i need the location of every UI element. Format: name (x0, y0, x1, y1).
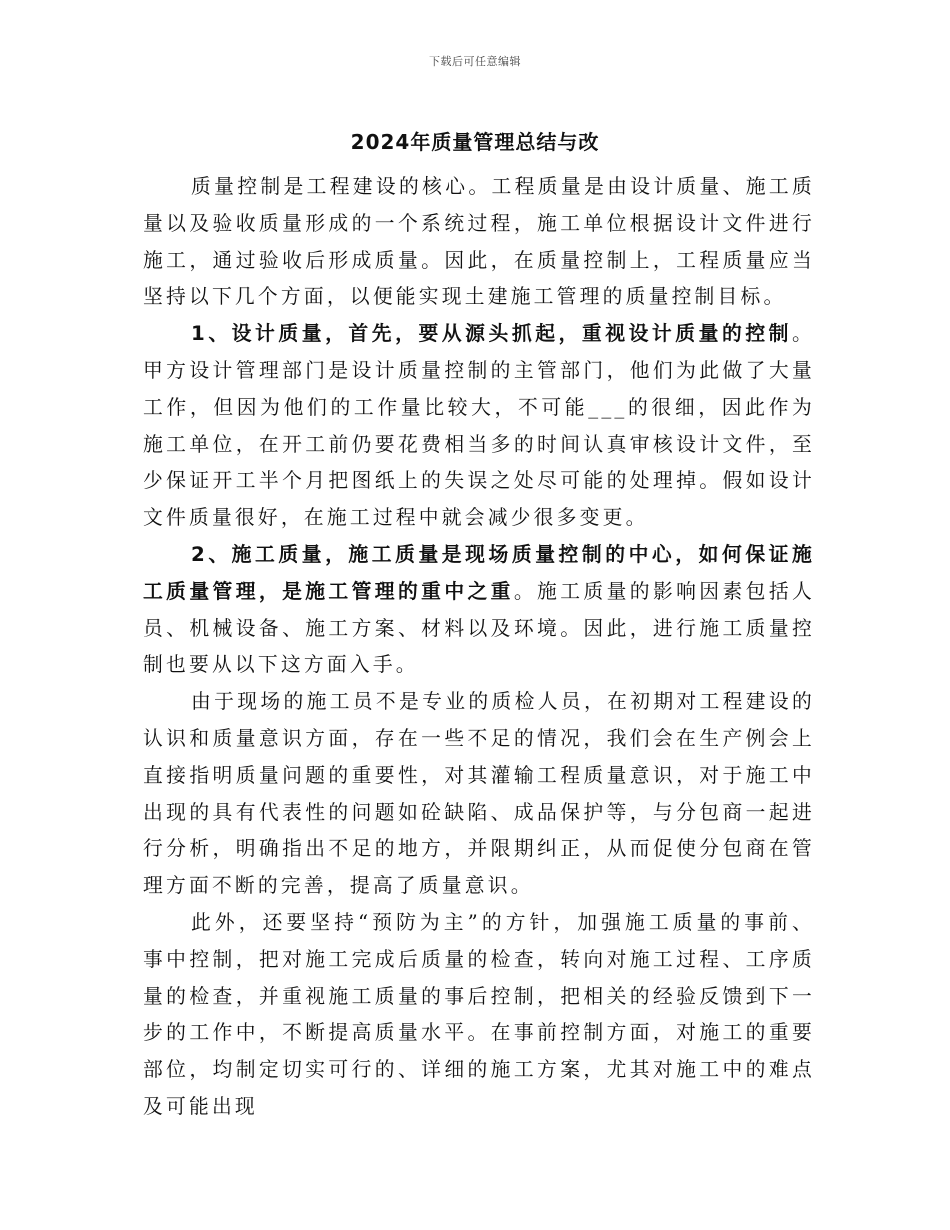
paragraph-text: 。甲方设计管理部门是设计质量控制的主管部门，他们为此做了大量工作，但因为他们的工作量比较大，不可能___的很细，因此作为施工单位，在开工前仍要花费相当多的时间认真审核设计文件，至少保证开工半个月把图纸上的失误之处尽可能的处理掉。假如设计文件质量很好，在施工过程中就会减少很多变更。 (143, 322, 815, 530)
paragraph-prevention (143, 905, 815, 1126)
page-header-note: 下载后可任意编辑 (429, 55, 521, 68)
paragraph-text: 此外，还要坚持“预防为主”的方针，加强施工质量的事前、事中控制，把对施工完成后质量的检查，转向对施工过程、工序质量的检查，并重视施工质量的事后控制，把相关的经验反馈到下一步的工作中，不断提高质量水平。在事前控制方面，对施工的重要部位，均制定切实可行的、详细的施工方案，尤其对施工中的难点及可能出现 (143, 910, 815, 1118)
paragraph-text: 质量控制是工程建设的核心。工程质量是由设计质量、施工质量以及验收质量形成的一个系统过程，施工单位根据设计文件进行施工，通过验收后形成质量。因此，在质量控制上，工程质量应当坚持以下几个方面，以便能实现土建施工管理的质量控制目标。 (143, 175, 815, 309)
paragraph-quality-awareness (143, 684, 815, 905)
document-title: 2024年质量管理总结与改 (350, 130, 600, 154)
paragraph-construction-quality (143, 537, 815, 684)
paragraph-text: 。施工质量的影响因素包括人员、机械设备、施工方案、材料以及环境。因此，进行施工质量控制也要从以下这方面入手。 (143, 579, 816, 677)
paragraph-lead: 1、设计质量，首先，要从源头抓起，重视设计质量的控制 (191, 322, 793, 346)
document-body (143, 169, 815, 1126)
paragraph-design-quality (143, 316, 815, 537)
paragraph-lead: 2、施工质量，施工质量是现场质量控制的中心，如何保证施工质量管理，是施工管理的重中之重 (143, 542, 815, 603)
paragraph-intro (143, 169, 815, 316)
paragraph-text: 由于现场的施工员不是专业的质检人员，在初期对工程建设的认识和质量意识方面，存在一些不足的情况，我们会在生产例会上直接指明质量问题的重要性，对其灌输工程质量意识，对于施工中出现的具有代表性的问题如砼缺陷、成品保护等，与分包商一起进行分析，明确指出不足的地方，并限期纠正，从而促使分包商在管理方面不断的完善，提高了质量意识。 (143, 690, 815, 898)
